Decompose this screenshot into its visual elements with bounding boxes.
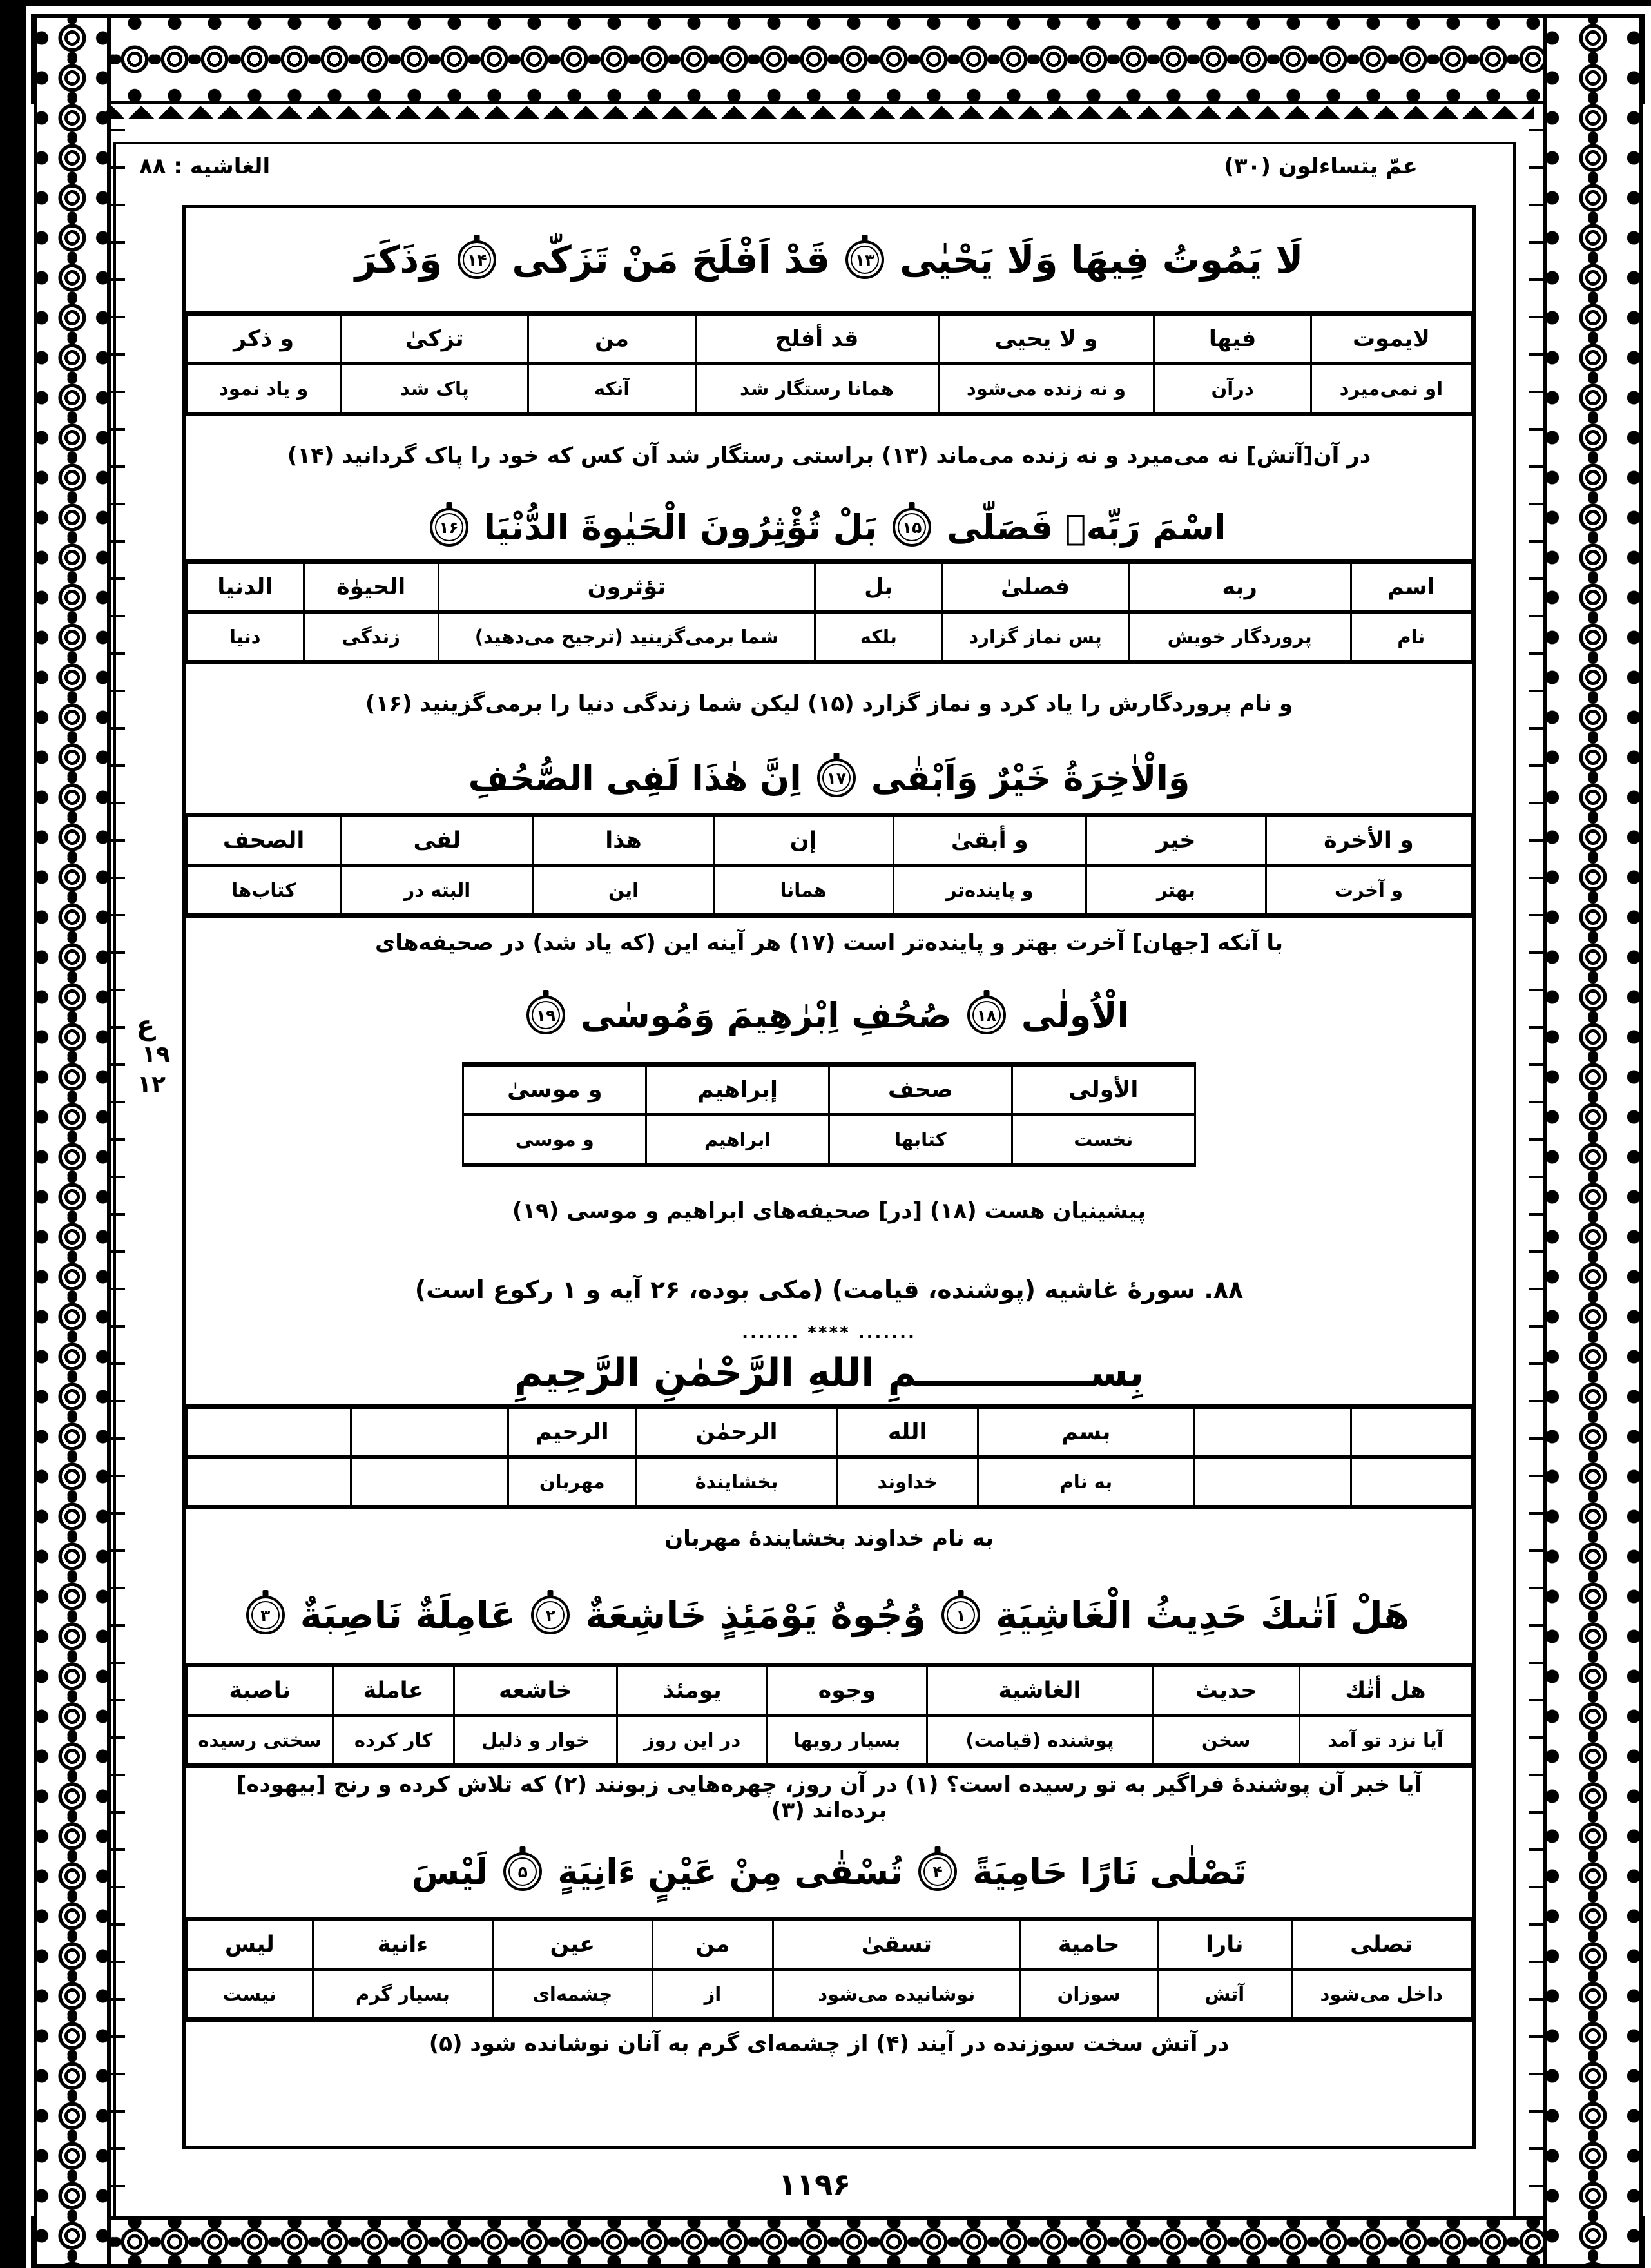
persian-word: نخست: [1012, 1115, 1195, 1165]
arabic-word: من: [652, 1919, 773, 1970]
persian-word: پروردگار خویش: [1128, 612, 1351, 663]
arabic-word: الأولى: [1012, 1065, 1195, 1115]
persian-word: این: [534, 866, 713, 916]
persian-word: خداوند: [837, 1457, 978, 1507]
arabic-word: الصحف: [187, 815, 341, 866]
arabic-word: تؤثرون: [438, 562, 815, 612]
arabic-word: يومئذ: [617, 1665, 768, 1716]
persian-word: نوشانیده می‌شود: [773, 1970, 1020, 2020]
sawtooth-ornament: [97, 106, 1534, 119]
persian-word: بسیار گرم: [313, 1970, 492, 2020]
arabic-word: و لا يحيى: [938, 314, 1154, 364]
main-content-frame: [182, 205, 1476, 2149]
persian-word: او نمی‌میرد: [1311, 364, 1471, 414]
arabic-word: بسم: [978, 1407, 1194, 1457]
content-frame: [113, 142, 1516, 2218]
ayah-number-medallion: ۱۳: [845, 240, 884, 279]
verse-text: عَامِلَةٌ نَاصِبَةٌ: [300, 1593, 516, 1637]
ayah-number-medallion: ۱: [941, 1596, 980, 1634]
arabic-word: ليس: [187, 1919, 313, 1970]
arabic-word: إن: [713, 815, 893, 866]
ayah-number-medallion: ۱۸: [967, 996, 1006, 1034]
persian-word: شما برمی‌گزینید (ترجیح می‌دهید): [438, 612, 815, 663]
arabic-word: عين: [493, 1919, 653, 1970]
ayah-number-medallion: ۴: [918, 1852, 957, 1891]
word-table-4: [186, 1062, 1472, 1167]
bismillah-word-table: [186, 1404, 1472, 1509]
arabic-word: حديث: [1153, 1665, 1299, 1716]
arabic-word: خير: [1086, 815, 1266, 866]
arabic-word: تسقىٰ: [773, 1919, 1020, 1970]
persian-word: بهتر: [1086, 866, 1266, 916]
arabic-word: و الأخرة: [1266, 815, 1471, 866]
arabic-word: و موسىٰ: [463, 1065, 646, 1115]
arabic-word: تزكىٰ: [341, 314, 528, 364]
word-grid: [186, 1663, 1472, 1768]
word-table-1: [186, 311, 1472, 416]
arabic-word: وجوه: [768, 1665, 927, 1716]
arabic-word: الدنيا: [187, 562, 304, 612]
arabic-word: [1351, 1407, 1471, 1457]
persian-word: و موسی: [463, 1115, 646, 1165]
arabic-word: تصلى: [1291, 1919, 1471, 1970]
arabic-word: لفى: [341, 815, 534, 866]
verse-text: وَذَكَرَ: [354, 238, 443, 282]
arabic-word: الرحيم: [508, 1407, 636, 1457]
section-separator: ....... **** .......: [742, 1323, 916, 1342]
ayah-number-medallion: ۲: [531, 1596, 570, 1634]
persian-word: سخن: [1153, 1716, 1299, 1766]
arabic-word: اسم: [1351, 562, 1471, 612]
persian-word: داخل می‌شود: [1291, 1970, 1471, 2020]
arabic-word: [187, 1407, 351, 1457]
arabic-word: الله: [837, 1407, 978, 1457]
persian-word: آتش: [1157, 1970, 1291, 2020]
persian-word: خوار و ذلیل: [454, 1716, 617, 1766]
arabic-word: و أبقىٰ: [893, 815, 1086, 866]
arabic-word: [351, 1407, 508, 1457]
translation-2: و نام پروردگارش را یاد کرد و نماز گزارد (۱۵) لیکن شما زندگی دنیا را برمی‌گزینید (۱۶): [365, 691, 1293, 717]
arabic-word: خاشعه: [454, 1665, 617, 1716]
persian-word: و پاینده‌تر: [893, 866, 1086, 916]
arabic-word: صحف: [829, 1065, 1012, 1115]
verse-text: وُجُوهٌ يَوْمَئِذٍ خَاشِعَةٌ: [585, 1593, 926, 1637]
arabic-word: ربه: [1128, 562, 1351, 612]
scanner-edge-top: [0, 0, 1651, 6]
persian-word: نام: [1351, 612, 1471, 663]
arabic-word: بل: [815, 562, 942, 612]
persian-word: [1194, 1457, 1351, 1507]
verse-text: لَيْسَ: [411, 1851, 488, 1892]
ornamental-border-right: [1543, 14, 1643, 2268]
verse-text: تُسْقٰى مِنْ عَيْنٍ ءَانِيَةٍ: [557, 1851, 903, 1892]
arabic-word: نارا: [1157, 1919, 1291, 1970]
persian-word: آیا نزد تو آمد: [1299, 1716, 1471, 1766]
verse-text: اِنَّ هٰذَا لَفِى الصُّحُفِ: [468, 757, 802, 799]
persian-word: کار کرده: [333, 1716, 454, 1766]
margin-mark-number: ۱۹: [142, 1042, 170, 1068]
persian-word: بخشایندهٔ: [636, 1457, 836, 1507]
ayah-number-medallion: ۱۵: [893, 508, 931, 547]
verse-text: لَا يَمُوتُ فِيهَا وَلَا يَحْيٰى: [900, 238, 1304, 282]
ayah-number-medallion: ۱۷: [817, 759, 856, 797]
verse-calligraphy-4: [186, 968, 1472, 1062]
persian-word: در این روز: [617, 1716, 768, 1766]
scanner-edge-bar: [0, 0, 26, 2268]
persian-word: پاک شد: [341, 364, 528, 414]
persian-word: زندگی: [304, 612, 438, 663]
ayah-number-medallion: ۱۹: [526, 996, 565, 1034]
verse-text: اسْمَ رَبِّهٖ فَصَلّٰى: [947, 507, 1226, 548]
persian-word: بسیار رویها: [768, 1716, 927, 1766]
arabic-word: فيها: [1154, 314, 1311, 364]
word-grid: [186, 813, 1472, 918]
arabic-word: ءانية: [313, 1919, 492, 1970]
arabic-word: الغاشية: [927, 1665, 1153, 1716]
ayah-number-medallion: ۱۶: [430, 508, 468, 547]
translation-5: آیا خبر آن پوشندهٔ فراگیر به تو رسیده است؟ (۱) در آن روز، چهره‌هایی زبونند (۲) که تلاش کرده و رنج [بیهوده] برده‌اند (۳): [236, 1771, 1422, 1823]
verse-text: هَلْ اَتٰىكَ حَدِيثُ الْغَاشِيَةِ: [995, 1593, 1410, 1637]
verse-text: صُحُفِ اِبْرٰهِيمَ وَمُوسٰى: [581, 994, 952, 1036]
translation-3: با آنکه [جهان] آخرت بهتر و پاینده‌تر است (۱۷) هر آینه این (که یاد شد) در صحیفه‌های: [375, 930, 1283, 956]
page-number: ۱۱۹۶: [778, 2167, 851, 2202]
ayah-number-medallion: ۳: [246, 1596, 285, 1634]
persian-word: کتابها: [829, 1115, 1012, 1165]
persian-word: پس نماز گزارد: [942, 612, 1128, 663]
surah-title: ۸۸. سورهٔ غاشیه (پوشنده، قیامت) (مکی بوده، ۲۶ آیه و ۱ رکوع است): [414, 1275, 1244, 1304]
arabic-word: فصلىٰ: [942, 562, 1128, 612]
word-grid: [186, 559, 1472, 664]
persian-word: و یاد نمود: [187, 364, 341, 414]
arabic-word: ناصبة: [187, 1665, 333, 1716]
margin-mark-number: ۱۲: [137, 1071, 166, 1098]
header-juz-title: عمّ يتساءلون (۳۰): [1224, 153, 1418, 179]
persian-word: چشمه‌ای: [493, 1970, 653, 2020]
persian-word: همانا: [713, 866, 893, 916]
verse-calligraphy-3: [186, 743, 1472, 813]
persian-word: مهربان: [508, 1457, 636, 1507]
ayah-number-medallion: ۱۴: [458, 240, 496, 279]
verse-text: بَلْ تُؤْثِرُونَ الْحَيٰوةَ الدُّنْيَا: [483, 507, 878, 548]
word-grid: [186, 1917, 1472, 2022]
arabic-word: إبراهيم: [646, 1065, 829, 1115]
ornamental-border-left: [34, 14, 111, 2268]
arabic-word: قد أفلح: [695, 314, 938, 364]
persian-word: درآن: [1154, 364, 1311, 414]
persian-word: آنکه: [528, 364, 695, 414]
persian-word: و آخرت: [1266, 866, 1471, 916]
arabic-word: الحيوٰة: [304, 562, 438, 612]
ornamental-border-top: [31, 14, 1645, 104]
word-table-5: [186, 1663, 1472, 1768]
word-table-3: [186, 813, 1472, 918]
verse-text: تَصْلٰى نَارًا حَامِيَةً: [972, 1851, 1247, 1892]
verse-calligraphy-2: [186, 495, 1472, 559]
arabic-word: [1194, 1407, 1351, 1457]
persian-word: بلکه: [815, 612, 942, 663]
persian-word: از: [652, 1970, 773, 2020]
tick-ornament-right: [1529, 129, 1543, 2211]
bismillah-translation: به نام خداوند بخشایندهٔ مهربان: [664, 1526, 994, 1551]
bismillah-calligraphy: بِســـــــــــــمِ اللهِ الرَّحْمٰنِ الرَّحِيمِ: [514, 1350, 1144, 1395]
persian-word: همانا رستگار شد: [695, 364, 938, 414]
persian-word: سوزان: [1020, 1970, 1158, 2020]
arabic-word: الرحمٰن: [636, 1407, 836, 1457]
word-grid: [186, 311, 1472, 416]
arabic-word: و ذكر: [187, 314, 341, 364]
persian-word: [351, 1457, 508, 1507]
persian-word: [1351, 1457, 1471, 1507]
margin-mark-juz: ع: [136, 1009, 155, 1041]
verse-text: قَدْ اَفْلَحَ مَنْ تَزَكّٰى: [512, 238, 831, 282]
verse-text: الْاُولٰى: [1021, 994, 1130, 1036]
persian-word: دنیا: [187, 612, 304, 663]
word-grid: [462, 1062, 1195, 1167]
persian-word: و نه زنده می‌شود: [938, 364, 1154, 414]
arabic-word: عاملة: [333, 1665, 454, 1716]
persian-word: به نام: [978, 1457, 1194, 1507]
persian-word: کتاب‌ها: [187, 866, 341, 916]
persian-word: ابراهیم: [646, 1115, 829, 1165]
verse-text: وَالْاٰخِرَةُ خَيْرٌ وَاَبْقٰى: [871, 757, 1190, 799]
arabic-word: هذا: [534, 815, 713, 866]
persian-word: پوشنده (قیامت): [927, 1716, 1153, 1766]
translation-1: در آن[آتش] نه می‌میرد و نه زنده می‌ماند (۱۳) براستی رستگار شد آن کس که خود را پاک گردانید (۱۴): [287, 443, 1371, 469]
arabic-word: لايموت: [1311, 314, 1471, 364]
word-table-6: [186, 1917, 1472, 2022]
arabic-word: هل أتٰك: [1299, 1665, 1471, 1716]
verse-calligraphy-1: [186, 208, 1472, 311]
ornamental-border-bottom: [31, 2216, 1645, 2268]
persian-word: سختی رسیده: [187, 1716, 333, 1766]
arabic-word: حامية: [1020, 1919, 1158, 1970]
header-surah-ref: الغاشيه : ۸۸: [139, 153, 271, 179]
persian-word: البته در: [341, 866, 534, 916]
translation-4: پیشینیان هست (۱۸) [در] صحیفه‌های ابراهیم و موسی (۱۹): [512, 1198, 1146, 1224]
persian-word: نیست: [187, 1970, 313, 2020]
word-grid: [186, 1404, 1472, 1509]
word-table-2: [186, 559, 1472, 664]
persian-word: [187, 1457, 351, 1507]
verse-calligraphy-6: [186, 1827, 1472, 1917]
ayah-number-medallion: ۵: [503, 1852, 542, 1891]
translation-6: در آتش سخت سوزنده در آیند (۴) از چشمه‌ای گرم به آنان نوشانده شود (۵): [429, 2031, 1230, 2057]
page-header: [116, 153, 1513, 179]
verse-calligraphy-5: [186, 1567, 1472, 1663]
arabic-word: من: [528, 314, 695, 364]
